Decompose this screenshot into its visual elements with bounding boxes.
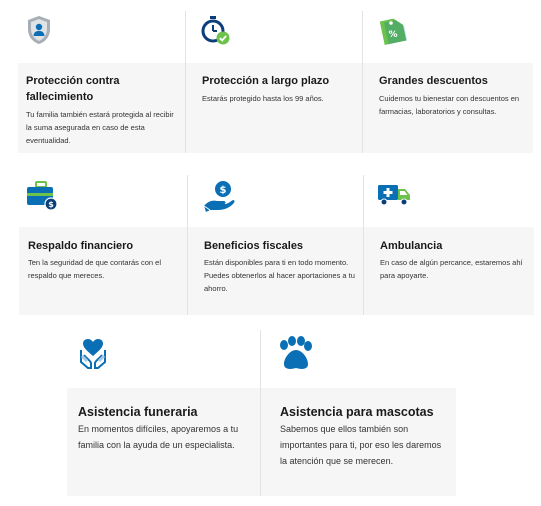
benefit-title: Protección contra fallecimiento [26,75,120,103]
benefit-card-largo-plazo [186,11,362,153]
discount-tag-icon [378,15,408,52]
benefit-card-fallecimiento [18,11,185,153]
benefit-title: Asistencia para mascotas [280,405,434,419]
benefit-title: Respaldo financiero [28,240,134,252]
benefit-card-respaldo [19,175,187,315]
svg-text:%: % [388,30,398,40]
benefit-description: Estarás protegido hasta los 99 años. [202,94,324,103]
briefcase-money-icon [25,180,59,217]
benefit-title: Grandes descuentos [379,75,488,87]
benefit-description: Sabemos que ellos también son importantes para ti, por eso les daremos la atención que se merecen. [280,424,442,466]
benefit-description: Cuidemos tu bienestar con descuentos en farmacias, laboratorios y consultas. [379,94,520,116]
shield-person-icon [26,15,52,50]
benefit-card-fiscales [188,175,363,315]
benefit-card-ambulancia [364,175,534,315]
stopwatch-check-icon [200,15,232,52]
svg-text:$: $ [48,200,54,209]
benefit-description: En caso de algún percance, estaremos ahí para apoyarte. [380,258,523,280]
benefit-title: Ambulancia [380,240,443,252]
benefit-title: Asistencia funeraria [78,405,198,419]
benefit-title: Protección a largo plazo [202,75,330,87]
benefit-description: Ten la seguridad de que contarás con el respaldo que mereces. [28,258,162,280]
paw-icon [275,336,315,377]
benefit-description: Tu familia también estará protegida al recibir la suma asegurada en caso de esta eventualidad. [26,110,174,145]
benefit-card-mascotas [261,330,456,496]
ambulance-icon [377,183,411,212]
benefit-card-funeraria [67,330,260,496]
benefit-card-descuentos [363,11,533,153]
benefit-title: Beneficios fiscales [204,240,304,252]
hands-heart-icon [78,336,108,375]
benefit-description: En momentos difíciles, apoyaremos a tu familia con la ayuda de un especialista. [78,424,239,450]
hand-coin-icon [202,179,236,218]
benefit-description: Están disponibles para ti en todo momento. Puedes obtenerlos al hacer aportaciones a tu ahorro. [204,258,355,293]
svg-text:$: $ [219,185,227,196]
